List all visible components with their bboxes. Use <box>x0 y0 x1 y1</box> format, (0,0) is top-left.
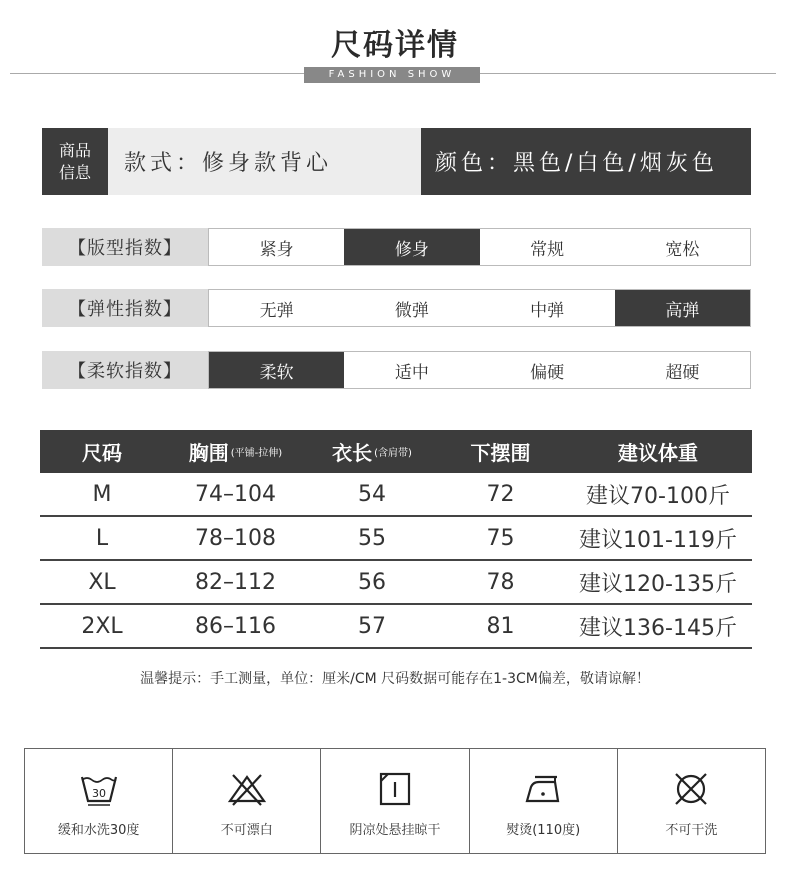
cell-hem: 75 <box>486 525 515 551</box>
page-title: 尺码详情 <box>331 28 459 63</box>
iron-icon <box>523 771 563 807</box>
fit-option: 宽松 <box>665 239 700 260</box>
softness-option: 偏硬 <box>530 362 565 383</box>
cell-size: XL <box>88 569 116 595</box>
care-item-bleach <box>173 749 321 853</box>
cell-chest: 74–104 <box>195 481 276 507</box>
cell-hem: 78 <box>486 569 515 595</box>
shade-dry-icon <box>375 771 415 807</box>
softness-option-selected: 柔软 <box>209 352 344 388</box>
softness-index-options <box>208 351 751 389</box>
care-label: 缓和水洗30度 <box>57 823 140 838</box>
header-hem: 下摆围 <box>470 441 531 465</box>
fit-option-selected: 修身 <box>344 229 479 265</box>
care-label: 熨烫(110度) <box>506 823 581 838</box>
elasticity-option: 微弹 <box>394 300 429 321</box>
no-bleach-icon <box>227 771 267 807</box>
fit-index-row <box>42 228 751 266</box>
cell-size: M <box>92 481 112 507</box>
elasticity-index-options <box>208 289 751 327</box>
elasticity-index-label: 【弹性指数】 <box>42 289 208 327</box>
page-subtitle: FASHION SHOW <box>304 67 480 83</box>
table-header <box>40 430 752 473</box>
care-instructions <box>24 748 766 854</box>
table-row <box>40 473 752 517</box>
product-color: 颜色：黑色/白色/烟灰色 <box>421 128 751 195</box>
info-label-line2: 信息 <box>58 162 91 182</box>
cell-size: L <box>95 525 109 551</box>
fit-index-label: 【版型指数】 <box>42 228 208 266</box>
header-size: 尺码 <box>82 441 122 465</box>
elasticity-option-selected: 高弹 <box>615 290 750 326</box>
care-label: 不可干洗 <box>665 823 718 838</box>
cell-chest: 86–116 <box>195 613 276 639</box>
header-length: 衣长 (含肩带) <box>332 441 412 465</box>
cell-weight: 建议136-145斤 <box>579 615 737 641</box>
table-row <box>40 517 752 561</box>
cell-hem: 81 <box>486 613 515 639</box>
product-info <box>42 128 751 195</box>
softness-index-label: 【柔软指数】 <box>42 351 208 389</box>
care-label: 不可漂白 <box>220 823 273 838</box>
elasticity-option: 中弹 <box>530 300 565 321</box>
cell-size: 2XL <box>81 613 123 639</box>
elasticity-index-row <box>42 289 751 327</box>
softness-option: 超硬 <box>665 362 700 383</box>
cell-length: 56 <box>358 569 386 595</box>
elasticity-option: 无弹 <box>259 300 294 321</box>
care-item-dry <box>321 749 469 853</box>
cell-chest: 82–112 <box>195 569 276 595</box>
size-table <box>40 430 752 649</box>
product-style: 款式：修身款背心 <box>108 128 421 195</box>
info-label <box>42 128 108 195</box>
header-weight: 建议体重 <box>618 441 698 465</box>
care-label: 阴凉处悬挂晾干 <box>349 823 441 838</box>
no-dry-clean-icon <box>671 771 711 807</box>
cell-length: 55 <box>358 525 386 551</box>
cell-weight: 建议70-100斤 <box>586 483 730 509</box>
wash-30-icon <box>79 771 119 807</box>
svg-text:30: 30 <box>91 787 106 800</box>
care-item-iron <box>470 749 618 853</box>
fit-option: 紧身 <box>259 239 294 260</box>
header-chest: 胸围 (平铺-拉伸) <box>188 441 283 465</box>
fit-index-options <box>208 228 751 266</box>
care-item-wash <box>25 749 173 853</box>
cell-length: 57 <box>358 613 386 639</box>
table-row <box>40 605 752 649</box>
care-item-dryclean <box>618 749 765 853</box>
cell-weight: 建议101-119斤 <box>579 527 737 553</box>
softness-index-row <box>42 351 751 389</box>
cell-length: 54 <box>358 481 386 507</box>
measurement-note: 温馨提示：手工测量，单位：厘米/CM 尺码数据可能存在1-3CM偏差，敬请谅解！ <box>140 671 650 687</box>
cell-hem: 72 <box>486 481 515 507</box>
softness-option: 适中 <box>394 362 429 383</box>
cell-weight: 建议120-135斤 <box>579 571 737 597</box>
fit-option: 常规 <box>530 239 565 260</box>
cell-chest: 78–108 <box>195 525 276 551</box>
table-row <box>40 561 752 605</box>
info-label-line1: 商品 <box>58 140 91 160</box>
